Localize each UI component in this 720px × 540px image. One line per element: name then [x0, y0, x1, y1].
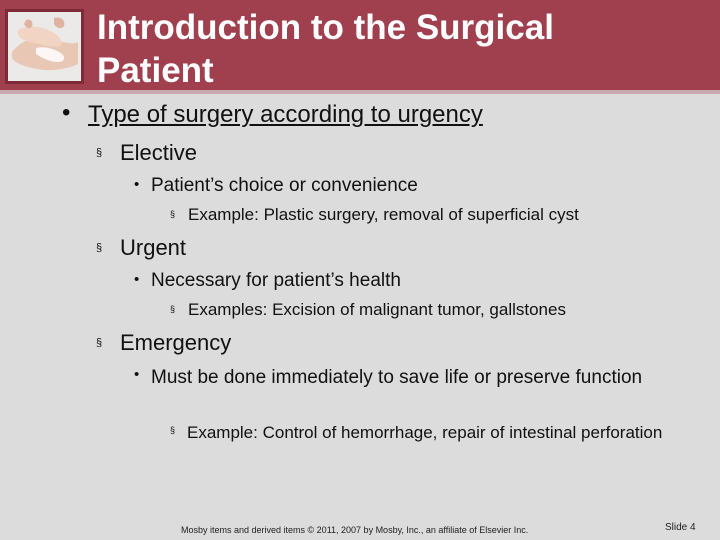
square-bullet-icon: §	[96, 147, 103, 159]
heading-bullet-icon: •	[62, 99, 71, 126]
hands-photo	[5, 9, 84, 84]
hands-photo-illustration	[8, 12, 81, 81]
slide-number: Slide 4	[665, 522, 696, 533]
square-bullet-icon: §	[170, 425, 176, 435]
header-divider	[0, 90, 720, 94]
list-item-urgent: Urgent	[120, 235, 187, 260]
list-item-example: Example: Plastic surgery, removal of superficial cyst	[188, 205, 579, 224]
header-bar	[0, 0, 720, 90]
list-item-elective: Elective	[120, 140, 198, 165]
dot-bullet-icon: •	[134, 271, 140, 288]
list-item-detail: Must be done immediately to save life or preserve function	[151, 367, 643, 388]
list-item-detail: Patient’s choice or convenience	[151, 175, 418, 196]
list-item-example: Example: Control of hemorrhage, repair of intestinal perforation	[187, 423, 663, 442]
dot-bullet-icon: •	[134, 176, 140, 193]
list-item-emergency: Emergency	[120, 330, 232, 355]
square-bullet-icon: §	[170, 304, 176, 314]
outline-heading-text: Type of surgery according to urgency	[88, 101, 483, 128]
square-bullet-icon: §	[96, 337, 103, 349]
square-bullet-icon: §	[170, 209, 176, 219]
list-item-detail: Necessary for patient’s health	[151, 270, 401, 291]
list-item-example: Examples: Excision of malignant tumor, gallstones	[188, 300, 566, 319]
copyright-footer: Mosby items and derived items © 2011, 2007 by Mosby, Inc., an affiliate of Elsevier Inc.	[181, 525, 529, 535]
dot-bullet-icon: •	[134, 366, 140, 383]
page-title: Introduction to the Surgical Patient	[97, 8, 554, 90]
outline-heading	[88, 101, 483, 129]
square-bullet-icon: §	[96, 242, 103, 254]
